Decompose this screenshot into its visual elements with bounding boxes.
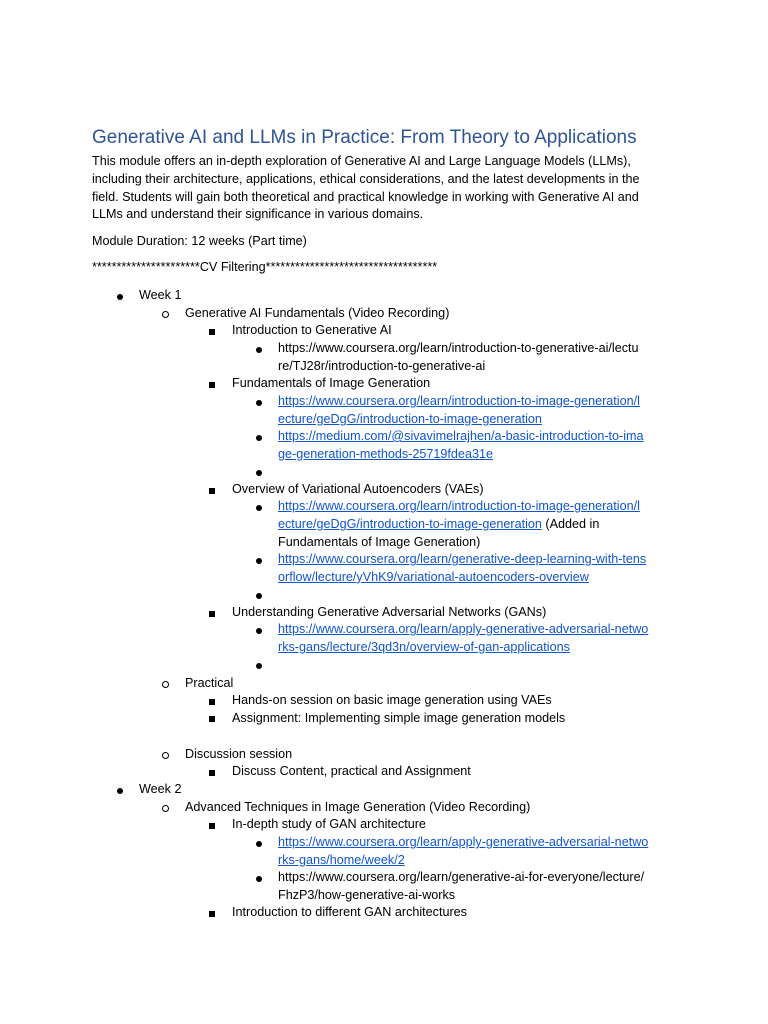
week1-topic4-link[interactable] <box>278 621 648 657</box>
link-line: https://www.coursera.org/learn/introduction-to-generative-ai/lectu <box>278 341 639 355</box>
link-note: (Added in <box>541 516 600 531</box>
week2-topic2: Introduction to different GAN architectures <box>232 905 467 919</box>
bullet-disc-icon <box>256 593 262 599</box>
cv-filtering-line: **********************CV Filtering*********************************** <box>92 260 438 274</box>
hyperlink[interactable]: https://www.coursera.org/learn/introduction-to-image-generation/l <box>278 394 640 408</box>
link-note: Fundamentals of Image Generation) <box>278 534 481 549</box>
week1-topic2-link2[interactable] <box>278 428 644 464</box>
bullet-disc-icon <box>256 558 262 564</box>
bullet-square-icon <box>209 911 215 917</box>
week2-topic1-link2 <box>278 869 644 905</box>
week1-label: Week 1 <box>139 288 182 302</box>
hyperlink[interactable]: ge-generation-methods-25719fdea31e <box>278 446 493 461</box>
bullet-square-icon <box>209 488 215 494</box>
bullet-square-icon <box>209 716 215 722</box>
intro-line: LLMs and understand their significance in various domains. <box>92 207 424 222</box>
hyperlink[interactable]: ecture/geDgG/introduction-to-image-generation <box>278 411 542 426</box>
hyperlink[interactable]: https://www.coursera.org/learn/apply-generative-adversarial-netwo <box>278 622 649 636</box>
hyperlink[interactable]: https://www.coursera.org/learn/introduction-to-image-generation/l <box>278 499 640 513</box>
hyperlink[interactable]: orflow/lecture/yVhK9/variational-autoencoders-overview <box>278 569 589 584</box>
week1-topic1: Introduction to Generative AI <box>232 323 392 337</box>
bullet-square-icon <box>209 329 215 335</box>
week2-label: Week 2 <box>139 782 182 796</box>
week1-practical: Practical <box>185 676 234 690</box>
link-line: https://www.coursera.org/learn/generative-ai-for-everyone/lecture/ <box>278 870 645 884</box>
week1-topic3: Overview of Variational Autoencoders (VAEs) <box>232 482 484 496</box>
hyperlink[interactable]: https://www.coursera.org/learn/apply-generative-adversarial-netwo <box>278 835 649 849</box>
bullet-circle-icon <box>162 311 169 318</box>
link-line: FhzP3/how-generative-ai-works <box>278 887 456 902</box>
week1-recording: Generative AI Fundamentals (Video Recording) <box>185 306 450 320</box>
intro-line: This module offers an in-depth exploration of Generative AI and Large Language Models (LLMs), <box>92 154 631 168</box>
bullet-disc-icon <box>256 876 262 882</box>
bullet-disc-icon <box>256 663 262 669</box>
bullet-disc-icon <box>256 347 262 353</box>
bullet-disc-icon <box>117 294 123 300</box>
week1-discussion-item: Discuss Content, practical and Assignment <box>232 764 471 778</box>
intro-line: field. Students will gain both theoretical and practical knowledge in working with Generative AI and <box>92 189 639 204</box>
bullet-square-icon <box>209 382 215 388</box>
bullet-square-icon <box>209 699 215 705</box>
bullet-disc-icon <box>256 841 262 847</box>
link-line: re/TJ28r/introduction-to-generative-ai <box>278 358 486 373</box>
week2-recording: Advanced Techniques in Image Generation (Video Recording) <box>185 800 531 814</box>
bullet-disc-icon <box>256 400 262 406</box>
bullet-square-icon <box>209 770 215 776</box>
bullet-disc-icon <box>256 470 262 476</box>
hyperlink[interactable]: rks-gans/home/week/2 <box>278 852 405 867</box>
bullet-disc-icon <box>256 505 262 511</box>
intro-paragraph <box>92 153 639 224</box>
week2-topic1-link1[interactable] <box>278 834 648 870</box>
week1-discussion: Discussion session <box>185 747 293 761</box>
bullet-disc-icon <box>256 628 262 634</box>
bullet-circle-icon <box>162 805 169 812</box>
week1-topic3-link1[interactable] <box>278 498 640 551</box>
bullet-circle-icon <box>162 752 169 759</box>
bullet-disc-icon <box>117 788 123 794</box>
bullet-circle-icon <box>162 681 169 688</box>
week1-topic2-link1[interactable] <box>278 393 640 429</box>
week2-topic1: In-depth study of GAN architecture <box>232 817 426 831</box>
bullet-square-icon <box>209 611 215 617</box>
hyperlink[interactable]: https://www.coursera.org/learn/generative-deep-learning-with-tens <box>278 552 647 566</box>
intro-line: including their architecture, applications, ethical considerations, and the latest developments in the <box>92 171 640 186</box>
bullet-disc-icon <box>256 435 262 441</box>
hyperlink[interactable]: https://medium.com/@sivavimelrajhen/a-basic-introduction-to-ima <box>278 429 644 443</box>
week1-practical-item: Assignment: Implementing simple image generation models <box>232 711 566 725</box>
week1-topic3-link2[interactable] <box>278 551 646 587</box>
page-title: Generative AI and LLMs in Practice: From Theory to Applications <box>92 127 637 148</box>
week1-topic1-link <box>278 340 639 376</box>
week1-practical-item: Hands-on session on basic image generation using VAEs <box>232 693 552 707</box>
hyperlink[interactable]: rks-gans/lecture/3qd3n/overview-of-gan-applications <box>278 639 570 654</box>
week1-topic2: Fundamentals of Image Generation <box>232 376 431 390</box>
module-duration: Module Duration: 12 weeks (Part time) <box>92 234 307 248</box>
week1-topic4: Understanding Generative Adversarial Networks (GANs) <box>232 605 547 619</box>
hyperlink[interactable]: ecture/geDgG/introduction-to-image-generation <box>278 516 542 531</box>
bullet-square-icon <box>209 823 215 829</box>
